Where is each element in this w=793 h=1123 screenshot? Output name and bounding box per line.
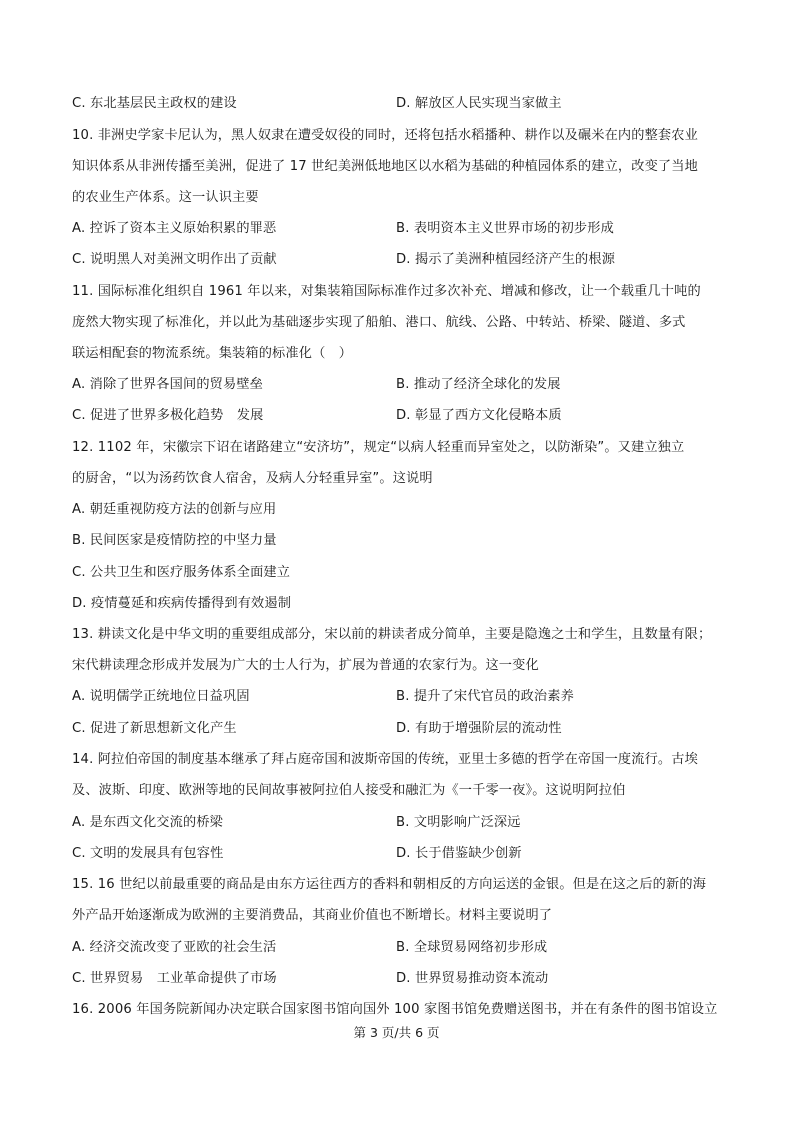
page-number: 第 3 页/共 6 页	[353, 1025, 440, 1040]
q13-stem-line1: 13. 耕读文化是中华文明的重要组成部分，宋以前的耕读者成分简单，主要是隐逸之士和学生，且数量有限；	[72, 627, 712, 642]
q12-option-d: D. 疫情蔓延和疾病传播得到有效遏制	[72, 596, 292, 611]
q9-option-c: C. 东北基层民主政权的建设	[72, 96, 237, 111]
q14-option-a: A. 是东西文化交流的桥梁	[72, 815, 223, 830]
q10-stem-line2: 知识体系从非洲传播至美洲，促进了 17 世纪美洲低地地区以水稻为基础的种植园体系的建立，改变了当地	[72, 159, 698, 174]
q14-option-c: C. 文明的发展具有包容性	[72, 846, 224, 861]
q16-stem-line1: 16. 2006 年国务院新闻办决定联合国家图书馆向国外 100 家图书馆免费赠送图书，并在有条件的图书馆设立	[72, 1002, 718, 1017]
q15-option-c: C. 世界贸易 工业革命提供了市场	[72, 971, 277, 986]
q14-stem-line2: 及、波斯、印度、欧洲等地的民间故事被阿拉伯人接受和融汇为《一千零一夜》。这说明阿拉伯	[72, 783, 626, 798]
q11-stem-line3: 联运相配套的物流系统。集装箱的标准化（ ）	[72, 346, 353, 361]
q14-stem-line1: 14. 阿拉伯帝国的制度基本继承了拜占庭帝国和波斯帝国的传统，亚里士多德的哲学在帝国一度流行。古埃	[72, 752, 698, 767]
q10-stem-line1: 10. 非洲史学家卡尼认为，黑人奴隶在遭受奴役的同时，还将包括水稻播种、耕作以及碾米在内的整套农业	[72, 128, 698, 143]
q14-option-b: B. 文明影响广泛深远	[396, 815, 521, 830]
q10-option-d: D. 揭示了美洲种植园经济产生的根源	[396, 252, 616, 267]
q14-option-d: D. 长于借鉴缺少创新	[396, 846, 522, 861]
q11-option-d: D. 彰显了西方文化侵略本质	[396, 408, 562, 423]
q13-stem-line2: 宋代耕读理念形成并发展为广大的士人行为，扩展为普通的农家行为。这一变化	[72, 658, 539, 673]
q10-stem-line3: 的农业生产体系。这一认识主要	[72, 190, 259, 205]
q13-option-a: A. 说明儒学正统地位日益巩固	[72, 689, 250, 704]
q12-option-b: B. 民间医家是疫情防控的中坚力量	[72, 533, 277, 548]
q11-stem-line1: 11. 国际标准化组织自 1961 年以来，对集装箱国际标准作过多次补充、增减和修改，让一个载重几十吨的	[72, 284, 701, 299]
q10-option-b: B. 表明资本主义世界市场的初步形成	[396, 221, 614, 236]
q13-option-d: D. 有助于增强阶层的流动性	[396, 721, 562, 736]
q9-option-d: D. 解放区人民实现当家做主	[396, 96, 562, 111]
q11-option-a: A. 消除了世界各国间的贸易壁垒	[72, 377, 264, 392]
q11-stem-line2: 庞然大物实现了标准化，并以此为基础逐步实现了船舶、港口、航线、公路、中转站、桥梁、隧道、多式	[72, 315, 686, 330]
q11-option-c: C. 促进了世界多极化趋势 发展	[72, 408, 264, 423]
q13-option-c: C. 促进了新思想新文化产生	[72, 721, 237, 736]
q12-option-c: C. 公共卫生和医疗服务体系全面建立	[72, 565, 291, 580]
q15-stem-line1: 15. 16 世纪以前最重要的商品是由东方运往西方的香料和朝相反的方向运送的金银。但是在这之后的新的海	[72, 877, 707, 892]
q15-option-d: D. 世界贸易推动资本流动	[396, 971, 549, 986]
q15-option-b: B. 全球贸易网络初步形成	[396, 940, 548, 955]
q10-option-a: A. 控诉了资本主义原始积累的罪恶	[72, 221, 277, 236]
q12-stem-line1: 12. 1102 年，宋徽宗下诏在诸路建立“安济坊”，规定“以病人轻重而异室处之，以防渐染”。又建立独立	[72, 440, 685, 455]
q12-option-a: A. 朝廷重视防疫方法的创新与应用	[72, 502, 277, 517]
q10-option-c: C. 说明黑人对美洲文明作出了贡献	[72, 252, 277, 267]
q13-option-b: B. 提升了宋代官员的政治素养	[396, 689, 574, 704]
q11-option-b: B. 推动了经济全球化的发展	[396, 377, 561, 392]
q15-option-a: A. 经济交流改变了亚欧的社会生活	[72, 940, 277, 955]
q12-stem-line2: 的厨舍，“以为汤药饮食人宿舍，及病人分轻重异室”。这说明	[72, 471, 433, 486]
q15-stem-line2: 外产品开始逐渐成为欧洲的主要消费品，其商业价值也不断增长。材料主要说明了	[72, 908, 553, 923]
